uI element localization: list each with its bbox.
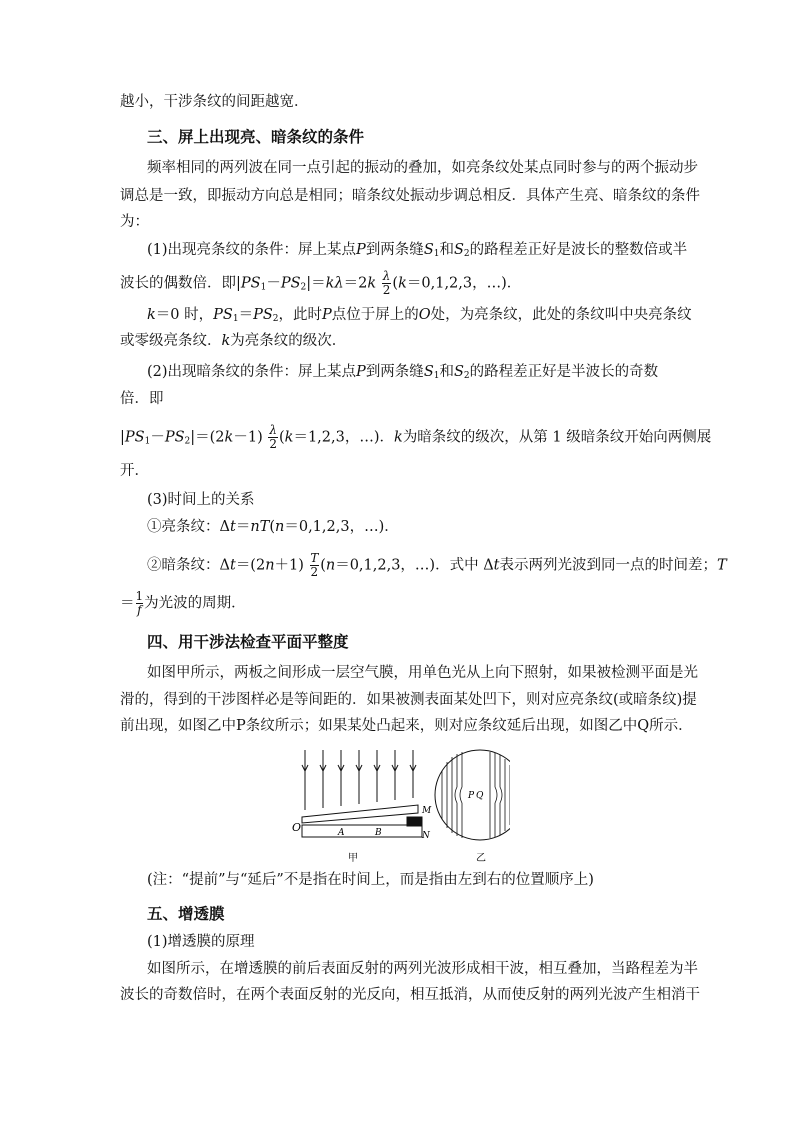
spacer-block xyxy=(407,817,422,826)
section-heading-5: 五、增透膜 xyxy=(147,905,225,923)
label-N: N xyxy=(422,831,430,841)
paragraph-line: 如图所示，在增透膜的前后表面反射的两列光波形成相干波，相互叠加，当路程差为半 xyxy=(147,961,698,977)
period-line: ＝ $\frac{1}{f}$ 为光波的周期． xyxy=(120,589,246,617)
figure-jia xyxy=(302,750,422,837)
paragraph-line: 倍．即 xyxy=(120,391,164,407)
paragraph-line: 或零级亮条纹．k为亮条纹的级次． xyxy=(120,333,347,349)
paragraph-line: 开． xyxy=(120,463,149,479)
bright-formula-line: 波长的偶数倍．即$|PS_1-PS_2|=k\lambda=2k$ $\frac{\lambda}{2}$ (k＝0,1,2,3，…)． xyxy=(120,269,522,297)
caption-yi: 乙 xyxy=(476,853,486,864)
bright-k0-line: k＝0 时，$PS_1=PS_2$，此时P点位于屏上的O处，为亮条纹，此处的条纹叫中央亮条纹 xyxy=(147,307,692,324)
paragraph-line: 波长的奇数倍时，在两个表面反射的光反向，相互抵消，从而使反射的两列光波产生相消干 xyxy=(120,987,700,1003)
paragraph-line: 前出现，如图乙中P条纹所示；如果某处凸起来，则对应条纹延后出现，如图乙中Q所示． xyxy=(120,718,693,734)
paragraph-line: 频率相同的两列波在同一点引起的振动的叠加，如亮条纹处某点同时参与的两个振动步 xyxy=(147,160,698,176)
section-heading-4: 四、用干涉法检查平面平整度 xyxy=(147,633,349,651)
paragraph-line: 越小，干涉条纹的间距越宽． xyxy=(120,94,309,110)
dark-condition-line: (2)出现暗条纹的条件：屏上某点P到两条缝$S_1$和$S_2$的路程差正好是半波长的奇数 xyxy=(147,364,659,381)
section-heading-3: 三、屏上出现亮、暗条纹的条件 xyxy=(147,128,365,146)
label-P: P xyxy=(468,791,475,801)
lambda-over-2-fraction: $\frac{\lambda}{2}$ xyxy=(269,423,277,451)
label-Q: Q xyxy=(476,791,484,801)
paragraph-line: 为： xyxy=(120,214,149,230)
T-over-2-fraction: $\frac{T}{2}$ xyxy=(310,551,319,579)
dark-formula-line: $|PS_1-PS_2|=(2k-1)$ $\frac{\lambda}{2}$ (k＝1,2,3，…)．k为暗条纹的级次，从第 1 级暗条纹开始向两侧展 xyxy=(120,423,712,451)
bright-condition-line: (1)出现亮条纹的条件：屏上某点P到两条缝$S_1$和$S_2$的路程差正好是波长的整数倍或半 xyxy=(147,242,688,259)
paragraph-line: 如图甲所示，两板之间形成一层空气膜，用单色光从上向下照射，如果被检测平面是光 xyxy=(147,665,698,681)
paragraph-line: (1)增透膜的原理 xyxy=(147,934,255,950)
lambda-over-2-fraction: $\frac{\lambda}{2}$ xyxy=(382,269,391,297)
paragraph-line: (3)时间上的关系 xyxy=(147,492,255,508)
one-over-f-fraction: $\frac{1}{f}$ xyxy=(135,589,144,617)
caption-jia: 甲 xyxy=(348,853,358,864)
paragraph-line: 滑的，得到的干涉图样必是等间距的．如果被测表面某处凹下，则对应亮条纹(或暗条纹)提 xyxy=(120,692,697,708)
label-O: O xyxy=(292,821,302,834)
bottom-plate xyxy=(302,825,422,837)
dark-time-line: ②暗条纹：Δt＝(2n＋1) $\frac{T}{2}$ (n＝0,1,2,3，…)．式中 Δt表示两列光波到同一点的时间差；T xyxy=(147,551,727,579)
label-A: A xyxy=(338,828,345,838)
label-M: M xyxy=(422,806,432,816)
light-rays xyxy=(302,750,416,810)
interference-figure xyxy=(290,745,510,870)
bright-time-line: ①亮条纹：Δt＝nT(n＝0,1,2,3，…)． xyxy=(147,519,399,535)
paragraph-line: 调总是一致，即振动方向总是相同；暗条纹处振动步调总相反．具体产生亮、暗条纹的条件 xyxy=(120,188,700,204)
label-B: B xyxy=(375,828,382,838)
note-line: (注：“提前”与“延后”不是指在时间上，而是指由左到右的位置顺序上) xyxy=(147,872,594,888)
top-plate xyxy=(302,805,418,823)
